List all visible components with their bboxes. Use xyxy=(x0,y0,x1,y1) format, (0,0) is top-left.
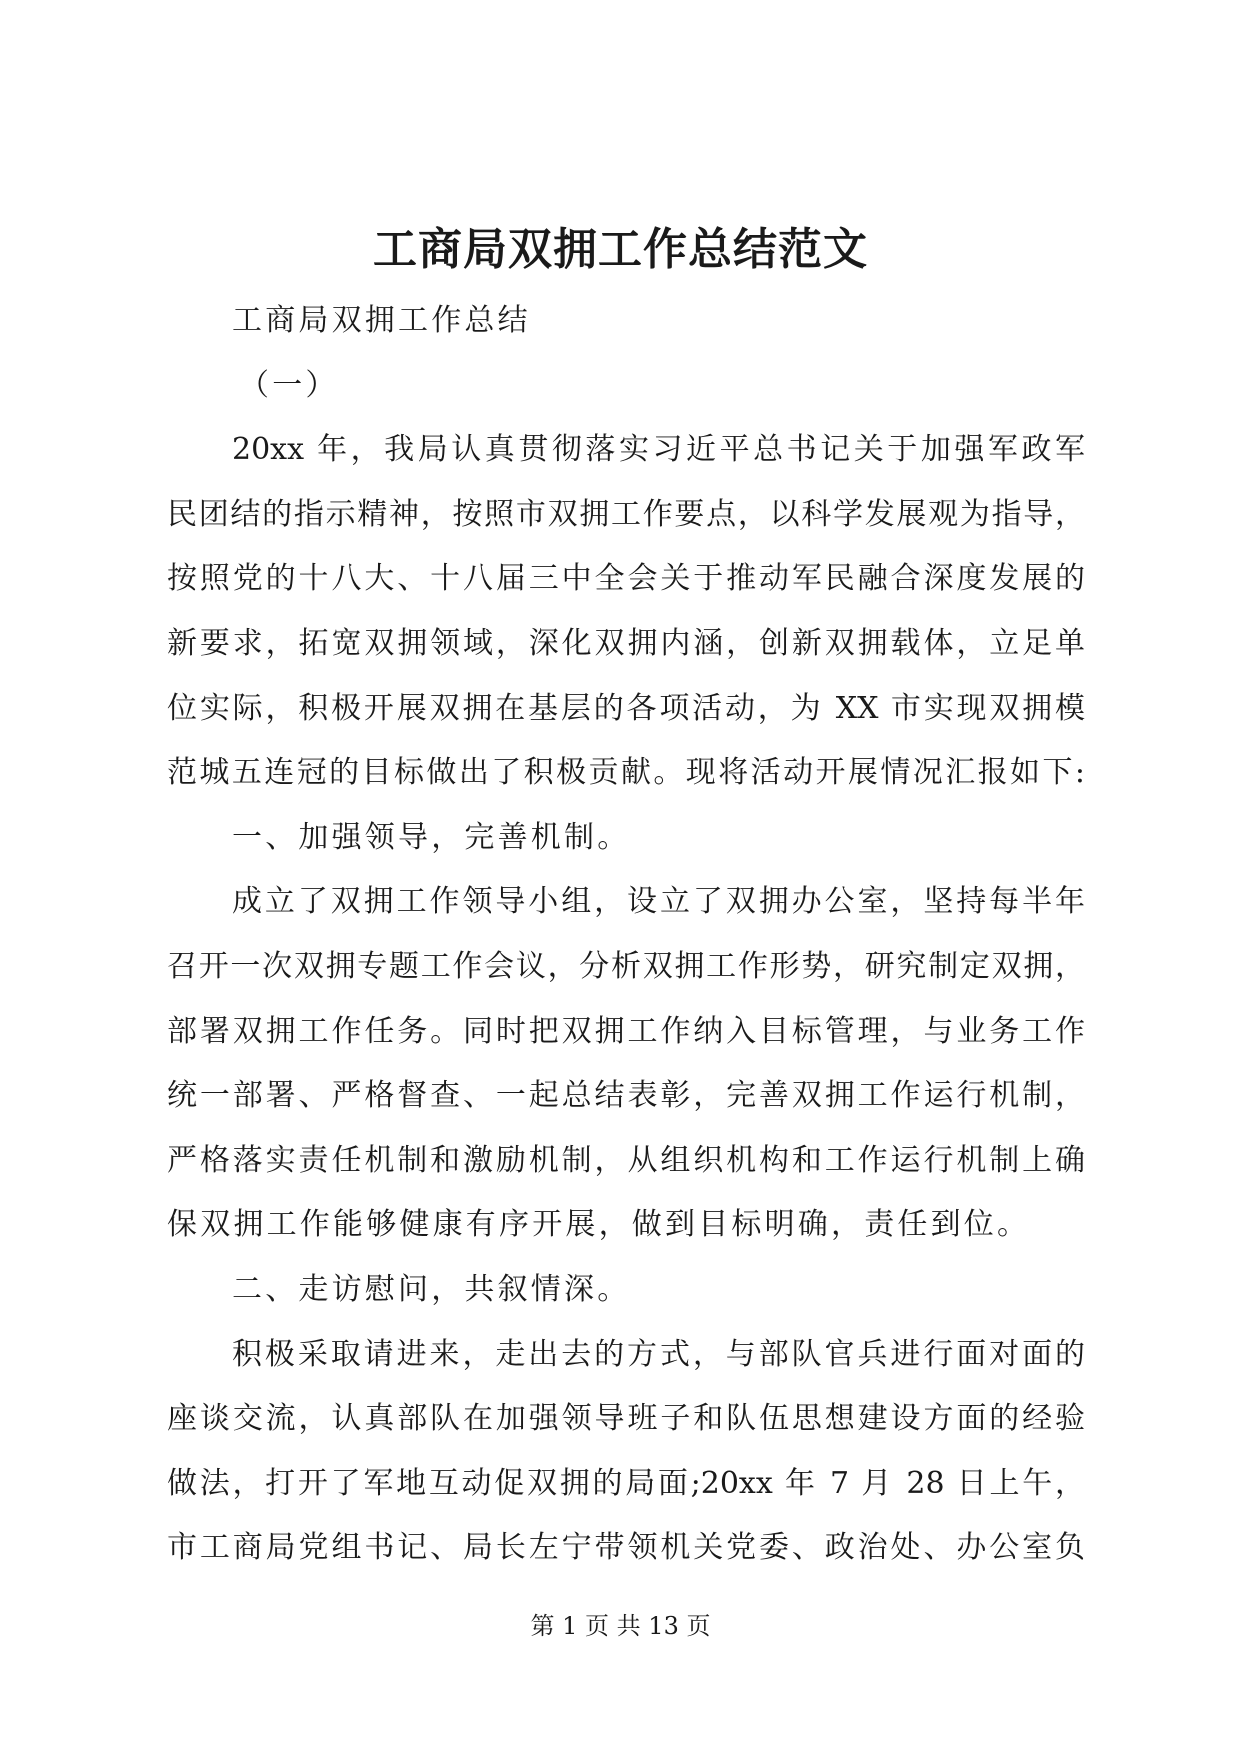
body-line: 位实际，积极开展双拥在基层的各项活动，为 XX 市实现双拥模 xyxy=(167,690,1085,726)
body-line: 按照党的十八大、十八届三中全会关于推动军民融合深度发展的 xyxy=(167,561,1085,597)
body-line: 座谈交流，认真部队在加强领导班子和队伍思想建设方面的经验 xyxy=(167,1401,1085,1437)
body-line: 成立了双拥工作领导小组，设立了双拥办公室，坚持每半年 xyxy=(232,884,1085,920)
document-subtitle: 工商局双拥工作总结 xyxy=(232,303,531,338)
body-line: 严格落实责任机制和激励机制，从组织机构和工作运行机制上确 xyxy=(167,1142,1085,1178)
body-line: 民团结的指示精神，按照市双拥工作要点，以科学发展观为指导， xyxy=(167,496,1085,532)
body-line: 做法，打开了军地互动促双拥的局面;20xx 年 7 月 28 日上午， xyxy=(167,1465,1085,1501)
body-line: 统一部署、严格督查、一起总结表彰，完善双拥工作运行机制， xyxy=(167,1078,1085,1114)
section-marker: （一） xyxy=(239,367,339,403)
body-line: 保双拥工作能够健康有序开展，做到目标明确，责任到位。 xyxy=(167,1207,1031,1243)
body-line: 范城五连冠的目标做出了积极贡献。现将活动开展情况汇报如下: xyxy=(167,755,1085,791)
body-line: 召开一次双拥专题工作会议，分析双拥工作形势，研究制定双拥， xyxy=(167,948,1085,984)
body-line: 市工商局党组书记、局长左宁带领机关党委、政治处、办公室负 xyxy=(167,1530,1085,1566)
body-line: 积极采取请进来，走出去的方式，与部队官兵进行面对面的 xyxy=(232,1336,1085,1372)
section-heading: 二、走访慰问，共叙情深。 xyxy=(232,1271,631,1307)
body-line: 新要求，拓宽双拥领域，深化双拥内涵，创新双拥载体，立足单 xyxy=(167,625,1085,661)
document-title: 工商局双拥工作总结范文 xyxy=(373,224,868,275)
body-line: 部署双拥工作任务。同时把双拥工作纳入目标管理，与业务工作 xyxy=(167,1013,1085,1049)
section-heading: 一、加强领导，完善机制。 xyxy=(232,819,631,855)
document-body xyxy=(167,289,1085,1581)
page-indicator: 第 1 页 共 13 页 xyxy=(530,1612,711,1640)
body-line: 20xx 年，我局认真贯彻落实习近平总书记关于加强军政军 xyxy=(232,432,1085,468)
